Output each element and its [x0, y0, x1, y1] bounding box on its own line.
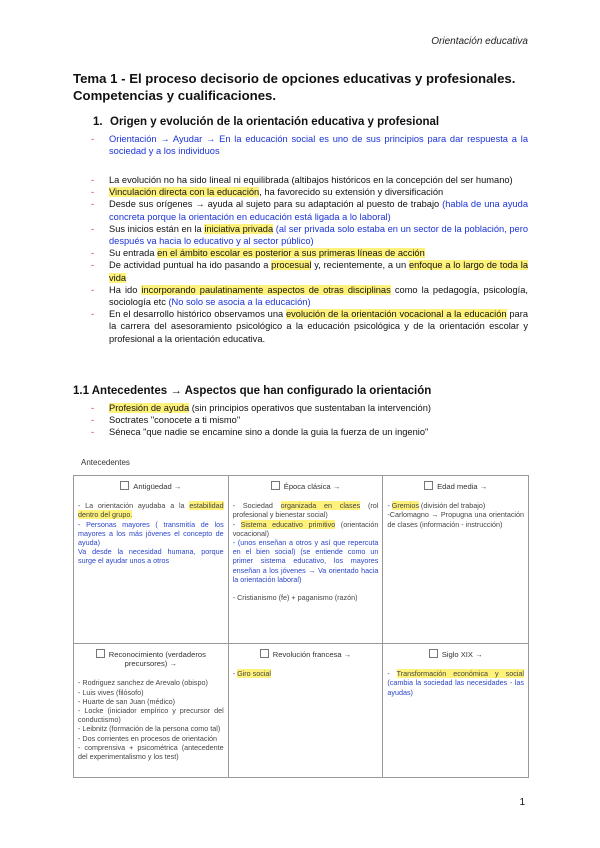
text-run: , ha favorecido su extensión y diversificación — [259, 187, 444, 198]
highlighted-text: Profesión de ayuda — [109, 403, 190, 413]
table-cell — [228, 476, 383, 644]
highlighted-text: en el ámbito escolar es posterior a sus primeras líneas de acción — [157, 248, 425, 259]
text-run: - (unos enseñan a otros y así que repercuta en el bien social) (se entiende como un primer sistema educativo, los mayores enseñan a los jóvenes → Va orientado hacia la orientación laboral) — [232, 538, 379, 584]
bullet-text — [109, 187, 443, 197]
section-1-heading-text: Origen y evolución de la orientación educativa y profesional — [110, 116, 440, 128]
bullet-item — [91, 174, 528, 186]
bullet-dash: - — [91, 309, 95, 320]
text-run: (cambia la sociedad las necesidades - las ayudas) — [387, 678, 524, 697]
cell-body — [233, 669, 379, 678]
highlighted-text: procesual — [271, 260, 312, 271]
bullet-dash: - — [91, 403, 95, 413]
text-run: - — [232, 669, 238, 679]
table-cell — [383, 644, 529, 778]
text-run: (división del trabajo) -Carlomagno → Propugna una orientación de clases (información - instrucción) — [387, 501, 524, 529]
highlighted-text: enfoque a lo largo de toda la vida — [109, 260, 528, 283]
cell-label: Siglo XIX → — [441, 650, 483, 659]
bullet-item — [91, 186, 528, 198]
cell-heading — [387, 649, 524, 659]
bullet-text — [109, 199, 528, 221]
bullet-text — [109, 427, 428, 437]
bullet-item — [91, 198, 528, 222]
highlighted-text: estabilidad dentro del grupo. — [78, 501, 224, 520]
text-run: - La orientación ayudaba a la — [78, 501, 190, 511]
checkbox-icon[interactable] — [424, 481, 433, 490]
cell-body — [78, 501, 224, 565]
text-run: (rol profesional y bienestar social) - — [232, 501, 379, 529]
bullet-dash: - — [91, 187, 95, 198]
cell-body — [78, 678, 224, 761]
section-1-1-bullet-list — [91, 402, 528, 439]
bullet-item — [91, 414, 528, 426]
highlighted-text: Gremios — [391, 501, 419, 511]
section-1-intro-item: - Orientación → Ayudar → En la educación social es uno de sus principios para dar respuesta a la sociedad y a los individuos — [91, 134, 528, 157]
highlighted-text: iniciativa privada — [204, 223, 274, 234]
cell-body — [387, 501, 524, 529]
checkbox-icon[interactable] — [271, 481, 280, 490]
section-1-intro-list — [91, 133, 528, 157]
bullet-dash: - — [91, 223, 95, 234]
text-run: (orientación vocacional) — [232, 519, 379, 538]
bullet-text — [109, 260, 528, 282]
cell-label: Época clásica → — [283, 482, 341, 491]
bullet-dash: - — [91, 427, 95, 438]
bullet-item — [91, 259, 528, 283]
antecedentes-table-block — [73, 451, 529, 777]
text-run: como la pedagogía, psicología, sociología etc — [109, 284, 528, 308]
bullet-text — [109, 224, 528, 246]
bullet-text — [109, 309, 528, 343]
text-run: para la carrera del asesoramiento psicológico a la educación psicológica y de la orientación escolar y profesional a la orientación educativa. — [109, 309, 528, 344]
section-1-bullet-list — [91, 174, 528, 345]
bullet-text — [109, 175, 513, 185]
running-header: Orientación educativa — [431, 36, 528, 47]
table-row — [74, 644, 529, 778]
text-run: Séneca "que nadie se encamine sino a donde la guia la fuerza de un ingenio" — [109, 427, 429, 438]
bullet-text — [109, 285, 528, 307]
bullet-text — [109, 248, 425, 258]
bullet-dash: - — [91, 175, 95, 185]
bullet-text — [109, 415, 240, 425]
highlighted-text: Vinculación directa con la educación — [109, 187, 260, 198]
cell-body — [387, 669, 524, 697]
highlighted-text: organizada en clases — [280, 501, 361, 511]
highlighted-text: incorporando paulatinamente aspectos de otras disciplinas — [141, 284, 391, 295]
section-1-intro-text: Orientación → Ayudar → En la educación social es uno de sus principios para dar respuesta a la sociedad y a los individuos — [109, 134, 528, 157]
bullet-dash: - — [91, 199, 95, 210]
table-cell — [74, 476, 229, 644]
cell-heading — [233, 481, 379, 491]
text-run: - — [387, 501, 392, 511]
text-run: Su entrada — [109, 248, 158, 259]
text-run: - Rodriguez sanchez de Arevalo (obispo) - Luis vives (filósofo) - Huarte de san Juan (médico) - Locke (iniciador empírico y precursor del conductismo) - Leibnitz (formación de la persona como tal) - Dos corrientes en procesos de orientación - comprensiva + psicométrica (antecedente del experimentalismo y los test) — [78, 678, 224, 762]
highlighted-text: Sistema educativo primitivo — [240, 519, 336, 529]
highlighted-text: Transformación económica y social — [396, 669, 524, 679]
bullet-item — [91, 284, 528, 308]
checkbox-icon[interactable] — [120, 481, 129, 490]
bullet-item — [91, 247, 528, 259]
bullet-dash: - — [91, 260, 95, 271]
text-run: - Cristianismo (fe) + paganismo (razón) — [232, 593, 358, 603]
bullet-item — [91, 308, 528, 345]
text-run: La evolución no ha sido lineal ni equilibrada (altibajos históricos en la concepción del ser humano) — [109, 175, 513, 185]
table-title: Antecedentes — [81, 458, 130, 467]
table-cell — [74, 644, 229, 778]
text-run: - — [387, 669, 397, 679]
text-run: (al ser privada solo estaba en un sector de la población, pero después va hacia lo educativo y al sector público) — [109, 223, 528, 247]
checkbox-icon[interactable] — [260, 649, 269, 658]
highlighted-text: Giro social — [237, 669, 272, 679]
cell-label: Revolución francesa → — [272, 650, 352, 659]
text-run: - Personas mayores ( transmitía de los mayores a los más jóvenes el concepto de ayuda) Va desde la necesidad humana, porque surge el ayudar unos a otros — [78, 519, 224, 566]
bullet-text — [109, 403, 431, 413]
cell-heading — [233, 649, 379, 659]
text-run: y, recientemente, a un — [311, 260, 409, 271]
section-1-1-heading: 1.1 Antecedentes → Aspectos que han configurado la orientación — [73, 385, 432, 397]
text-run: - Sociedad — [232, 501, 281, 511]
cell-body — [233, 501, 379, 602]
bullet-item — [91, 223, 528, 247]
bullet-dash: - — [91, 284, 95, 295]
table-row — [74, 476, 529, 644]
text-run: En el desarrollo histórico observamos una — [109, 309, 286, 320]
text-run: Ha ido — [109, 284, 142, 295]
bullet-dash: - — [91, 415, 95, 426]
text-run: De actividad puntual ha ido pasando a — [109, 260, 272, 271]
text-run: (habla de una ayuda concreta porque la orientación en educación está ligada a lo laboral) — [109, 199, 528, 222]
page-title: Tema 1 - El proceso decisorio de opciones educativas y profesionales. Competencias y cualificaciones. — [73, 71, 516, 103]
bullet-item — [91, 426, 528, 438]
text-run: (sin principios operativos que sustentaban la intervención) — [189, 403, 431, 413]
cell-label: Reconocimiento (verdaderos precursores) → — [108, 650, 206, 669]
checkbox-icon[interactable] — [96, 649, 105, 658]
bullet-item — [91, 402, 528, 414]
text-run: Soctrates "conocete a ti mismo" — [109, 415, 241, 426]
table-cell — [228, 644, 383, 778]
section-1-number: 1. — [93, 116, 103, 128]
text-run: Desde sus orígenes → ayuda al sujeto para su adaptación al puesto de trabajo — [109, 199, 443, 210]
cell-label: Edad media → — [437, 482, 488, 491]
bullet-dash: - — [91, 248, 95, 259]
cell-heading — [387, 481, 524, 491]
antecedentes-table — [73, 475, 529, 778]
highlighted-text: evolución de la orientación vocacional a la educación — [285, 309, 507, 320]
text-run: Sus inicios están en la — [109, 223, 205, 234]
cell-heading — [78, 649, 224, 668]
section-1-heading — [93, 116, 439, 128]
cell-heading — [78, 481, 224, 491]
page-number: 1 — [519, 797, 525, 808]
table-cell — [383, 476, 529, 644]
cell-label: Antigüedad → — [133, 482, 182, 491]
checkbox-icon[interactable] — [429, 649, 438, 658]
text-run: (No solo se asocia a la educación) — [168, 297, 311, 308]
